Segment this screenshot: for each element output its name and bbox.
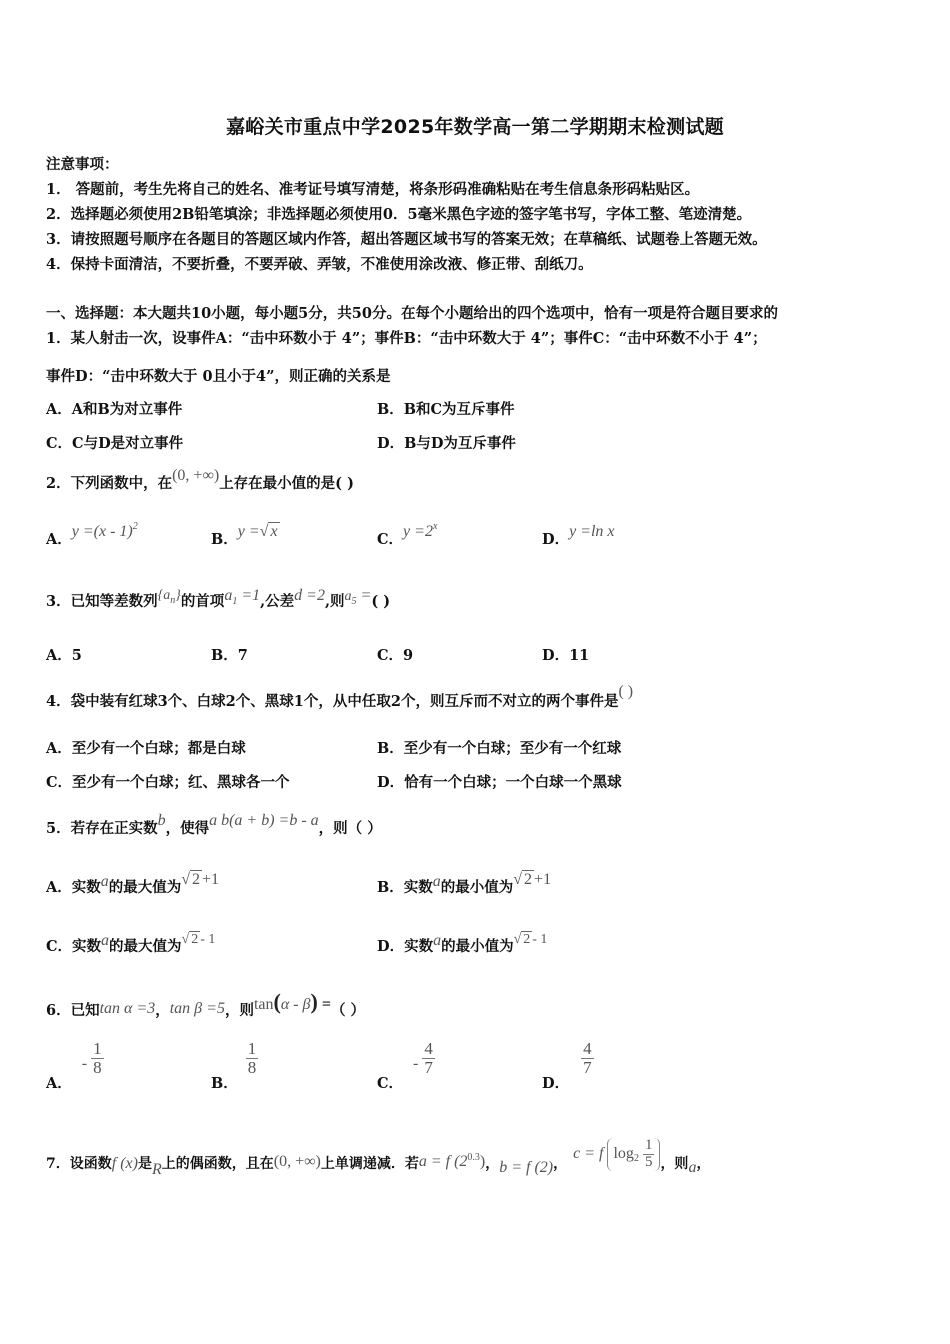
q5-d-val: - 1 [532, 932, 548, 947]
q4-option-b: B．至少有一个白球；至少有一个红球 [377, 740, 622, 757]
q4-text: 4．袋中装有红球3个、白球2个、黑球1个，从中任取2个，则互斥而不对立的两个事件是 [46, 693, 619, 710]
q2-a-math: y =(x - 1) [71, 523, 133, 540]
q2-c-label: C． [377, 531, 404, 548]
q1-option-b: B．B和C为互斥事件 [377, 401, 515, 418]
q5-a-rad: 2 [192, 871, 201, 888]
q6-cond-2: tan β =5 [169, 1000, 225, 1017]
q1-option-a: A．A和B为对立事件 [46, 401, 183, 418]
q7-t2: 上的偶函数，且在 [161, 1156, 274, 1173]
q6-a-den: 8 [93, 1057, 102, 1077]
q2-c-math: y =2 [403, 523, 433, 540]
section-heading: 一、选择题：本大题共10小题，每小题5分，共50分。在每个小题给出的四个选项中，恰有一项是符合题目要求的 [46, 305, 778, 322]
q7-t4: ，则 [660, 1156, 689, 1173]
q5-c-var: a [101, 932, 110, 949]
q5-option-d: D．实数a的最小值为√ 2 - 1 [377, 932, 548, 955]
q2-a-exp: 2 [132, 521, 138, 532]
q6-b-den: 8 [247, 1057, 257, 1077]
q4-option-d: D．恰有一个白球；一个白球一个黑球 [377, 774, 622, 791]
q7-fx: f (x) [111, 1155, 138, 1173]
page-title: 嘉峪关市重点中学2025年数学高一第二学期期末检测试题 [226, 116, 724, 138]
q7-interval: (0, +∞) [273, 1153, 321, 1171]
q7-c-base: 2 [633, 1152, 639, 1164]
q6-expr-eq: = [317, 996, 331, 1013]
question-2 [46, 467, 354, 493]
q2-interval: (0, +∞) [172, 467, 220, 484]
notice-item-1: 1． 答题前，考生先将自己的姓名、准考证号填写清楚，将条形码准确粘贴在考生信息条形码粘贴区。 [46, 181, 700, 198]
q7-prefix: 7．设函数 [46, 1156, 112, 1173]
q5-c-pre: C．实数 [46, 938, 102, 955]
q6-d-den: 7 [583, 1057, 592, 1077]
q5-option-a: A．实数a的最大值为√ 2 +1 [46, 871, 220, 896]
q6-expr-inner: α - β [280, 996, 311, 1013]
q5-c-rad: 2 [191, 932, 199, 947]
q5-prefix: 5．若存在正实数 [46, 820, 158, 837]
q5-a-val: +1 [202, 871, 220, 888]
q4-paren: ( ) [618, 683, 634, 700]
q6-c-sign: - [413, 1055, 419, 1073]
q6-c-label: C． [377, 1075, 404, 1093]
q7-t3: 上单调递减．若 [320, 1156, 419, 1173]
question-4 [46, 683, 634, 711]
q6-a-num: 1 [93, 1039, 102, 1058]
q5-b-post: 的最小值为 [440, 879, 514, 896]
q6-sep: ， [155, 1002, 170, 1019]
q7-a-close: ) [479, 1153, 486, 1171]
q7-comma-1: ， [485, 1156, 500, 1173]
q3-a1-sub: 1 [232, 596, 238, 607]
q3-prefix: 3．已知等差数列 [46, 593, 158, 610]
q6-option-a [46, 1039, 104, 1093]
q5-d-rad: 2 [523, 932, 531, 947]
q6-option-b [211, 1039, 258, 1093]
q3-option-d: D．11 [542, 647, 590, 664]
q2-option-c [377, 521, 438, 549]
q3-mid-1: 的首项 [180, 593, 225, 610]
notice-heading: 注意事项： [46, 156, 119, 173]
q3-seq-sub: n [170, 595, 176, 606]
q3-d-val: =2 [302, 587, 325, 604]
q2-suffix: 上存在最小值的是( ) [219, 475, 354, 492]
q6-a-label: A． [46, 1075, 72, 1093]
q1-option-c: C．C与D是对立事件 [46, 435, 184, 452]
q7-c-num: 1 [644, 1137, 653, 1153]
q2-option-d [542, 523, 615, 549]
question-5 [46, 812, 382, 838]
q3-a1-val: =1 [237, 587, 261, 604]
notice-item-3: 3．请按照题号顺序在各题目的答题区域内作答，超出答题区域书写的答案无效；在草稿纸、试题卷上答题无效。 [46, 231, 767, 248]
q6-b-label: B． [211, 1075, 238, 1093]
q7-r: R [151, 1161, 162, 1179]
q3-seq-var: a [163, 588, 171, 603]
q6-suffix: （ ） [330, 1002, 366, 1019]
q5-option-b: B．实数a的最小值为√ 2 +1 [377, 871, 552, 896]
q5-a-var: a [100, 873, 109, 890]
q5-c-post: 的最大值为 [109, 938, 182, 955]
q7-a-var: a [688, 1159, 697, 1177]
q2-option-a [46, 521, 138, 549]
q5-c-val: - 1 [200, 932, 216, 947]
notice-item-2: 2．选择题必须使用2B铅笔填涂；非选择题必须使用0．5毫米黑色字迹的签字笔书写，字体工整、笔迹清楚。 [46, 206, 752, 223]
q6-d-num: 4 [583, 1039, 592, 1058]
q2-c-exp: x [432, 521, 438, 532]
q6-c-den: 7 [424, 1057, 433, 1077]
q3-option-a: A．5 [46, 647, 82, 664]
notice-item-4: 4．保持卡面清洁，不要折叠，不要弄破、弄皱，不准使用涂改液、修正带、刮纸刀。 [46, 256, 593, 273]
q3-option-c: C．9 [377, 647, 414, 664]
q7-a-eq: a = f (2 [418, 1153, 468, 1171]
q6-c-num: 4 [424, 1039, 433, 1058]
q3-a5-var: a [344, 589, 352, 604]
q2-d-label: D． [542, 531, 570, 548]
q7-a-exp: 0.3 [467, 1152, 480, 1164]
question-6: 6．已知tan α =3，tan β =5，则tan(α - β) =（ ） [46, 989, 366, 1019]
q5-b-var: a [432, 873, 441, 890]
q3-mid-3: ,则 [324, 593, 345, 610]
q5-d-post: 的最小值为 [441, 938, 514, 955]
q5-suffix: ，则（ ） [318, 820, 382, 837]
q3-option-b: B．7 [211, 647, 248, 664]
q5-mid: ，使得 [165, 820, 210, 837]
q7-b-eq: b = f (2) [499, 1159, 554, 1177]
q5-a-post: 的最大值为 [108, 879, 182, 896]
q6-a-sign: - [81, 1055, 88, 1073]
q3-a1-var: a [224, 587, 233, 604]
q6-cond-1: tan α =3 [99, 1000, 156, 1017]
q1-option-d: D．B与D为互斥事件 [377, 435, 516, 452]
q2-b-math: y = [237, 523, 260, 540]
q7-c-den: 5 [644, 1153, 653, 1170]
q2-b-radicand: x [270, 523, 278, 540]
q3-a5-eq: = [356, 587, 372, 604]
q3-a5-sub: 5 [351, 596, 357, 607]
q6-prefix: 6．已知 [46, 1002, 100, 1019]
q2-prefix: 2．下列函数中，在 [46, 475, 173, 492]
question-7 [46, 1130, 711, 1179]
q2-option-b: B．y =√ x [211, 523, 278, 548]
q7-c-log: log [613, 1145, 634, 1163]
q5-b-var: b [157, 812, 166, 829]
q5-b-val: +1 [534, 871, 552, 888]
q5-a-pre: A．实数 [46, 879, 101, 896]
question-1-line-2: 事件D：“击中环数大于 0且小于4”，则正确的关系是 [46, 368, 391, 385]
q2-b-label: B． [211, 531, 238, 548]
question-1-line-1: 1．某人射击一次，设事件A：“击中环数小于 4”；事件B：“击中环数大于 4”；事件C：“击中环数不小于 4”； [46, 330, 767, 347]
q3-suffix: ( ) [371, 593, 391, 610]
q5-b-pre: B．实数 [377, 879, 433, 896]
q5-d-pre: D．实数 [377, 938, 434, 955]
q6-option-d [542, 1039, 594, 1093]
q2-a-label: A． [46, 531, 72, 548]
q7-comma-2: ， [553, 1156, 568, 1173]
q3-d-var: d [294, 587, 303, 604]
q5-b-rad: 2 [524, 871, 533, 888]
q6-option-c [377, 1039, 435, 1093]
q5-expr: a b(a + b) =b - a [209, 812, 319, 829]
q7-t5: ， [696, 1156, 711, 1173]
q6-mid: ，则 [224, 1002, 254, 1019]
question-3: 3．已知等差数列$\{a_n\}$的首项$a_1 =1$,公差d =2,则$a_5$ =( ) [46, 587, 391, 610]
q2-d-math: y =ln x [569, 523, 615, 540]
q4-option-c: C．至少有一个白球；红、黑球各一个 [46, 774, 290, 791]
q6-d-label: D． [542, 1075, 570, 1093]
q6-expr-tan: tan [253, 996, 274, 1013]
q5-option-c: C．实数a的最大值为√ 2 - 1 [46, 932, 216, 955]
q5-d-var: a [433, 932, 442, 949]
q3-mid-2: ,公差 [260, 593, 295, 610]
q7-t1: 是 [137, 1156, 152, 1173]
q4-option-a: A．至少有一个白球；都是白球 [46, 740, 246, 757]
q6-b-num: 1 [247, 1039, 257, 1058]
q7-c-eq: c = f [573, 1145, 604, 1163]
